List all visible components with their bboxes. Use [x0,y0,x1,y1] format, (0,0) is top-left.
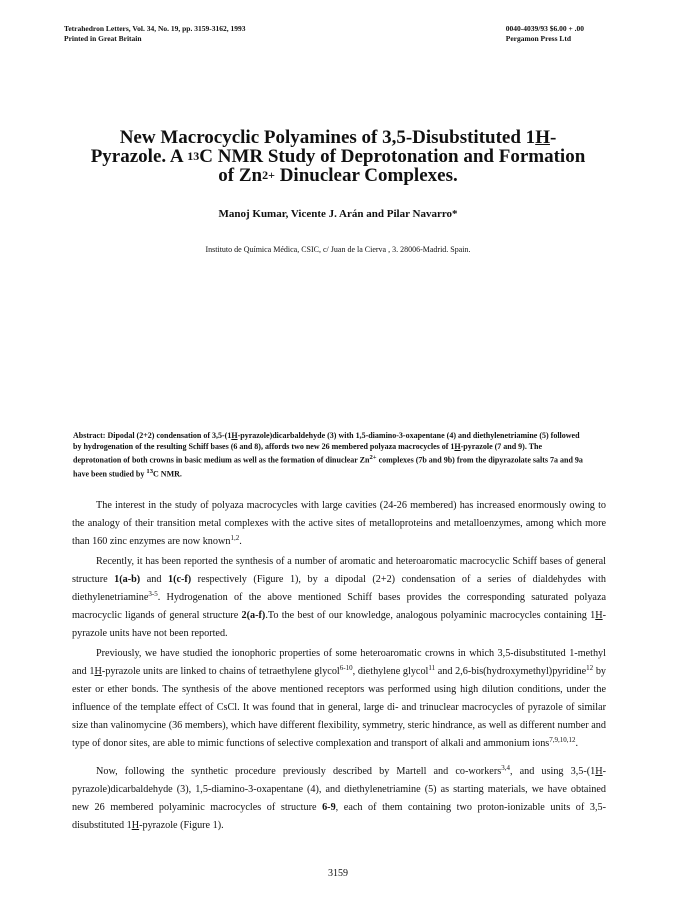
issn-price-line: 0040-4039/93 $6.00 + .00 [505,24,584,33]
journal-citation-line: Tetrahedron Letters, Vol. 34, No. 19, pp. 3159-3162, 1993 [64,24,246,33]
paragraph-4: Now, following the synthetic procedure previously described by Martell and co-workers$^{3,4}$, and using 3,5-(1H-pyrazole)dicarbaldehyde (3), 1,5-diamino-3-oxapentane (4), and diethylenetriamine (5) as starting materials, we have obtained new 26 membered polyaminic macrocycles of structure 6-9, each of them containing two proton-ionizable units of 3,5-disubstituted 1H-pyrazole (Figure 1). [72,764,606,831]
journal-citation [64,24,245,44]
paper-title: New Macrocyclic Polyamines of 3,5-Disubstituted 1H- Pyrazole. A $^{13}$C NMR Study of Deprotonation and Formation of $Zn^{2+}$ Dinuclear Complexes. [90,127,586,186]
paragraph-3: Previously, we have studied the ionophoric properties of some heteroaromatic crowns in which 3,5-disubstituted 1-methyl and 1H-pyrazole units are linked to chains of tetraethylene glycol$^{6-10}$, diethylene glycol$^{11}$ and 2,6-bis(hydroxymethyl)pyridine$^{12}$ by ester or ether bonds. The synthesis of the above mentioned receptors was performed using high dilution conditions, under the influence of the template effect of CsCl. It was found that in general, large di- and trinuclear macrocycles of pyrazole of similar size than valinomycine (36 members), which have different flexibility, symmetry, steric hindrance, as well as different number and type of donor sites, are able to mimic functions of selective complexation and transport of alkali and ammonium ions$^{7,9,10,12}$. [72,648,606,749]
publisher-line: Pergamon Press Ltd [505,34,572,43]
body-text [72,497,606,835]
paragraph-1: The interest in the study of polyaza macrocycles with large cavities (24-26 membered) has increased enormously owing to the analogy of their transition metal complexes with the active sites of metalloproteins and metalloenzymes, among which more than 160 zinc enzymes are now known$^{1,2}$. [72,500,606,547]
printed-in-line: Printed in Great Britain [64,34,142,43]
abstract-label: Abstract: [73,431,106,440]
affiliation: Instituto de Química Médica, CSIC, c/ Juan de la Cierva , 3. 28006-Madrid. Spain. [205,245,471,254]
paragraph-2: Recently, it has been reported the synthesis of a number of aromatic and heteroaromatic macrocyclic Schiff bases of general structure 1(a-b) and 1(c-f) respectively (Figure 1), by a dipodal (2+2) condensation of a series of dialdehydes with diethylenetriamine$^{3-5}$. Hydrogenation of the above mentioned Schiff bases provides the corresponding saturated polyaza macrocyclic ligands of general structure 2(a-f).To the best of our knowledge, analogous polyaminic macrocycles containing 1H-pyrazole units have not been reported. [72,556,607,639]
publisher-info [506,24,584,44]
page-number: 3159 [328,868,348,879]
author-list: Manoj Kumar, Vicente J. Arán and Pilar Navarro* [218,208,458,220]
abstract: Abstract: Dipodal (2+2) condensation of 3,5-(1H-pyrazole)dicarbaldehyde (3) with 1,5-diamino-3-oxapentane (4) and diethylenetriamine (5) followed by hydrogenation of the resulting Schiff bases (6 and 8), affords two new 26 membered polyaza macrocycles of 1H-pyrazole (7 and 9). The deprotonation of both crowns in basic medium as well as the formation of dinuclear $Zn^{2+}$ complexes (7b and 9b) from the dipyrazolate salts 7a and 9a have been studied by $^{13}$C NMR. [73,431,583,479]
